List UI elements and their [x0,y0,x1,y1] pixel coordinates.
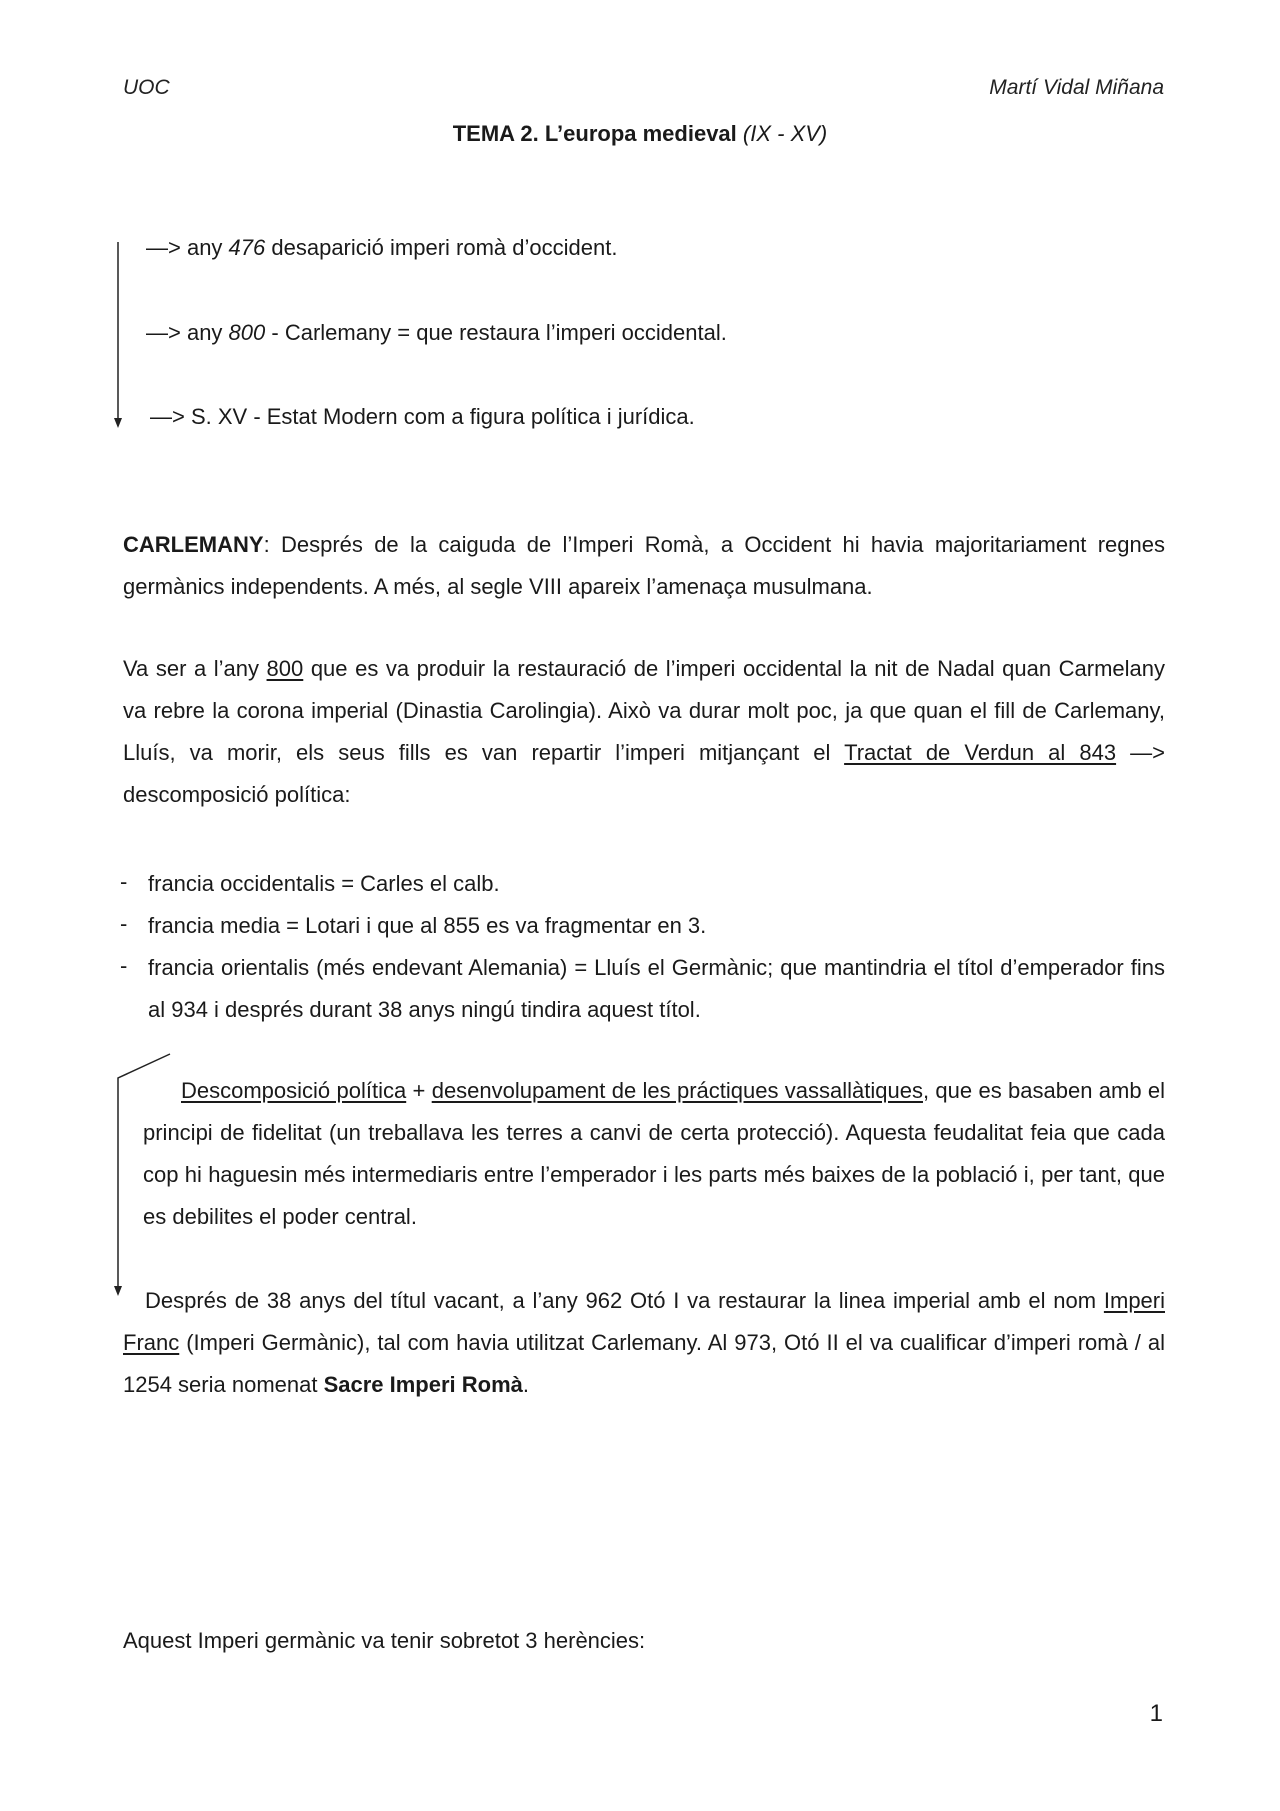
title-main: TEMA 2. L’europa medieval [452,121,737,146]
timeline-item: —> any 800 - Carlemany = que restaura l’imperi occidental. [146,320,727,345]
underlined-imperi-franc: Imperi Franc [123,1288,1165,1355]
header-right: Martí Vidal Miñana [989,76,1164,99]
paragraph-carlemany: CARLEMANY: Després de la caiguda de l’Imperi Romà, a Occident hi havia majoritariament regnes germànics independents. A més, al segle VIII apareix l’amenaça musulmana. [123,532,1165,599]
bullet-list [120,863,1165,1031]
underlined-tractat-verdun: Tractat de Verdun al 843 [844,740,1117,765]
underlined-descomposicio: Descomposició política [181,1078,407,1103]
list-item: - francia media = Lotari i que al 855 es va fragmentar en 3. [120,911,707,938]
paragraph-restauracio: Va ser a l’any 800 que es va produir la restauració de l’imperi occidental la nit de Nadal quan Carmelany va rebre la corona imperial (Dinastia Carolingia). Això va durar molt poc, ja que quan el fill de Carlemany, Lluís, va morir, els seus fills es van repartir l’imperi mitjançant el Tractat de Verdun al 843 —> descomposició política: [123,656,1166,807]
title-range: (IX - XV) [742,121,828,146]
list-item: - francia occidentalis = Carles el calb. [120,869,500,896]
timeline-arrow-icon [110,240,130,432]
paragraph-oto: Després de 38 anys del títul vacant, a l’any 962 Otó I va restaurar la linea imperial amb el nom Imperi Franc (Imperi Germànic), tal com havia utilitzat Carlemany. Al 973, Otó II el va cualificar d’imperi romà / al 1254 seria nomenat Sacre Imperi Romà. [123,1288,1165,1397]
term-sacre-imperi: Sacre Imperi Romà [323,1372,523,1397]
paragraph-herencies: Aquest Imperi germànic va tenir sobretot 3 herències: [123,1628,646,1653]
header-left: UOC [123,76,170,99]
paragraph-feudalitat: Descomposició política + desenvolupament de les práctiques vassallàtiques, que es basaben amb el principi de fidelitat (un treballava les terres a canvi de certa protecció). Aquesta feudalitat feia que cada cop hi haguesin més intermediaris entre l’emperador i les parts més baixes de la població i, per tant, que es debilites el poder central. [143,1078,1165,1229]
underlined-800: 800 [266,656,304,681]
page-title [0,121,1280,147]
page-number: 1 [1149,1700,1163,1727]
list-item: - francia orientalis (més endevant Alemania) = Lluís el Germànic; que mantindria el títol d’emperador fins al 934 i després durant 38 anys ningú tindira aquest títol. [120,953,1165,1022]
timeline-item: —> S. XV - Estat Modern com a figura política i jurídica. [150,404,695,429]
term-carlemany: CARLEMANY [123,532,264,557]
timeline-item: —> any 476 desaparició imperi romà d’occident. [146,235,618,260]
underlined-practiques: desenvolupament de les práctiques vassallàtiques [431,1078,923,1103]
